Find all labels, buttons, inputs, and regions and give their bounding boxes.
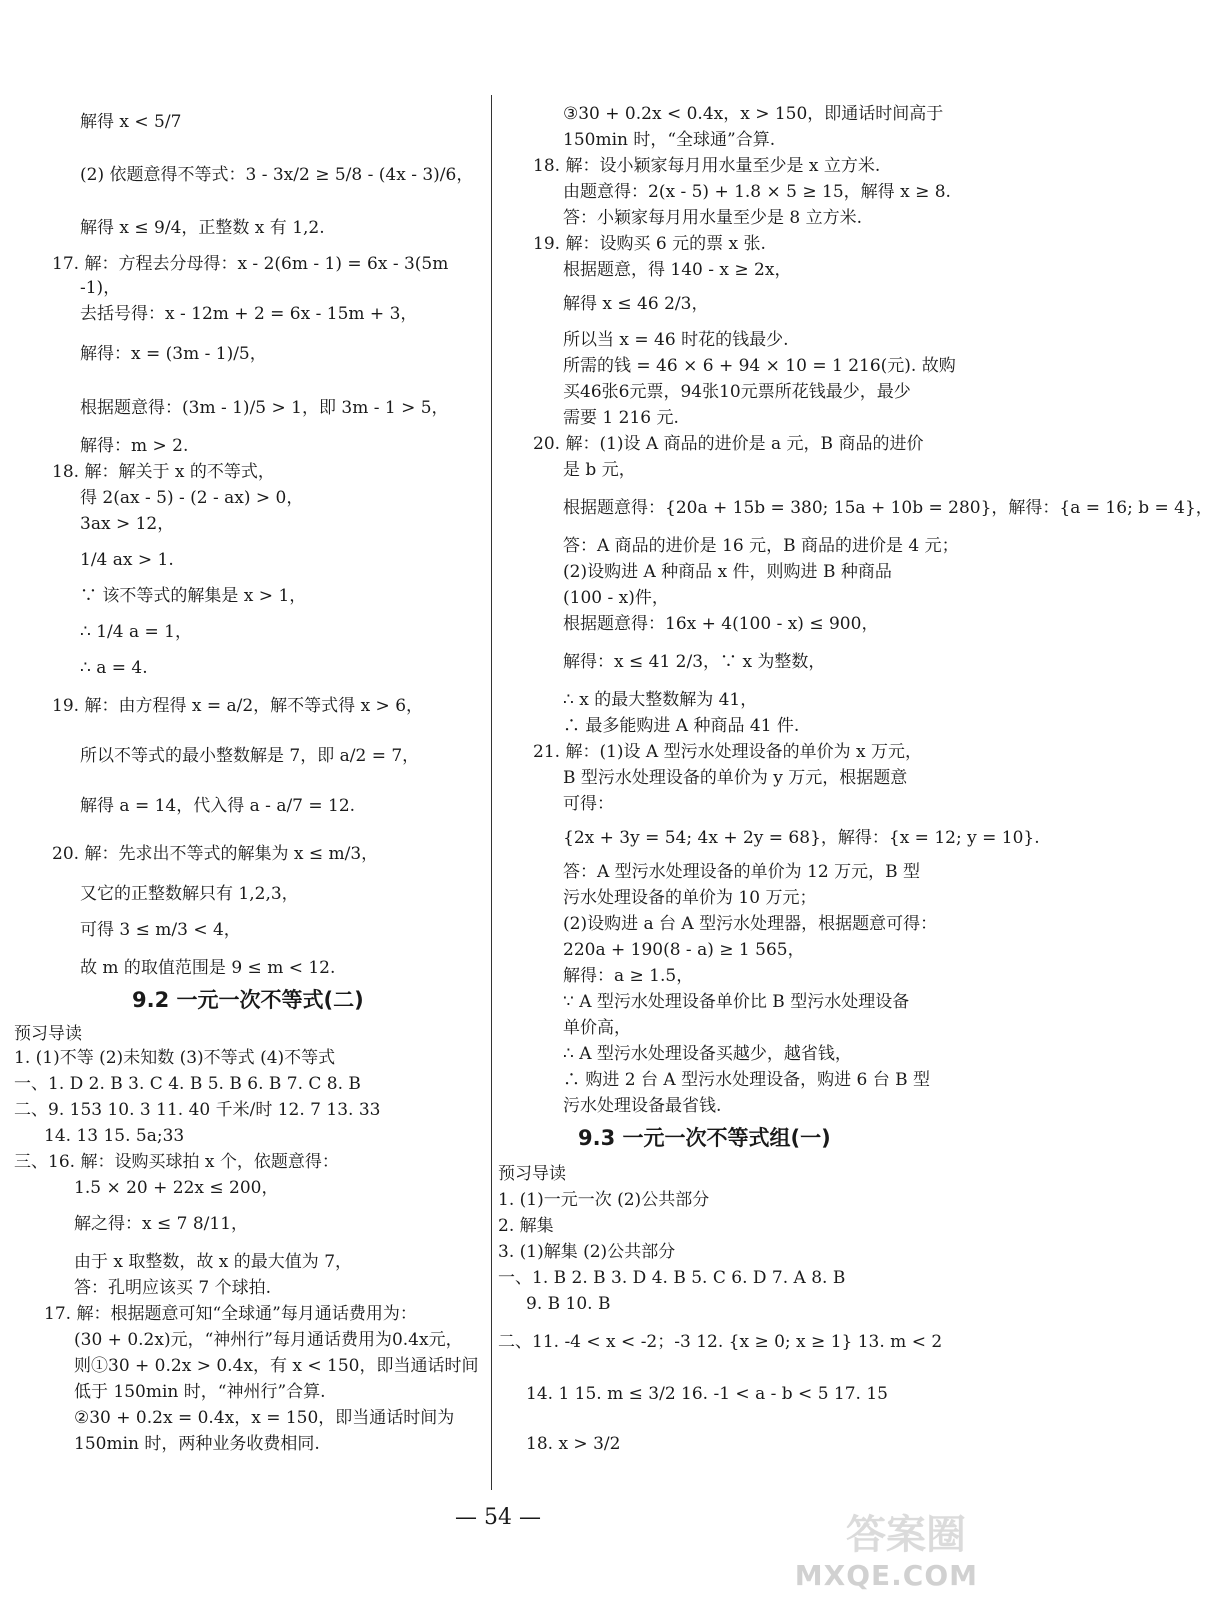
- column-divider: [491, 95, 492, 1490]
- text-line: 解得 x < 5/7: [80, 112, 182, 132]
- text-line: ∵ A 型污水处理设备单价比 B 型污水处理设备: [563, 992, 910, 1012]
- text-line: 20. 解：先求出不等式的解集为 x ≤ m/3，: [52, 844, 379, 864]
- watermark-logo: 答案圈: [846, 1512, 966, 1558]
- text-line: 故 m 的取值范围是 9 ≤ m < 12.: [80, 958, 336, 978]
- text-line: 14. 1 15. m ≤ 3/2 16. -1 < a - b < 5 17. 15: [526, 1384, 888, 1404]
- text-line: 解得：m > 2.: [80, 436, 189, 456]
- text-line: 1.5 × 20 + 22x ≤ 200，: [74, 1178, 279, 1198]
- text-line: 1/4 ax > 1.: [80, 550, 174, 570]
- section-heading-9-3: 9.3 一元一次不等式组(一): [578, 1126, 831, 1150]
- text-line: 一、1. D 2. B 3. C 4. B 5. B 6. B 7. C 8. B: [14, 1074, 361, 1094]
- text-line: 220a + 190(8 - a) ≥ 1 565，: [563, 940, 805, 960]
- text-line: 去括号得：x - 12m + 2 = 6x - 15m + 3，: [80, 304, 418, 324]
- text-line: (100 - x)件，: [563, 588, 669, 608]
- text-line: 18. x > 3/2: [526, 1434, 621, 1454]
- text-line: ∴ 1/4 a = 1，: [80, 622, 192, 642]
- page-number: — 54 —: [455, 1505, 541, 1530]
- text-line: 答：小颖家每月用水量至少是 8 立方米.: [563, 208, 863, 228]
- text-line: 1. (1)一元一次 (2)公共部分: [498, 1190, 710, 1210]
- text-line: 解得：x ≤ 41 2/3，∵ x 为整数，: [563, 652, 826, 672]
- text-line: 答：A 商品的进价是 16 元，B 商品的进价是 4 元；: [563, 536, 959, 556]
- text-line: 预习导读: [14, 1024, 82, 1044]
- text-line: 150min 时，两种业务收费相同.: [74, 1434, 320, 1454]
- text-line: 单价高，: [563, 1018, 631, 1038]
- text-line: ∴ a = 4.: [80, 658, 148, 678]
- text-line: 17. 解：根据题意可知“全球通”每月通话费用为：: [44, 1304, 417, 1324]
- text-line: 根据题意得：(3m - 1)/5 > 1，即 3m - 1 > 5，: [80, 398, 449, 418]
- text-line: 解得 a = 14，代入得 a - a/7 = 12.: [80, 796, 356, 816]
- text-line: 18. 解：解关于 x 的不等式，: [52, 462, 275, 482]
- text-line: 根据题意得：{20a + 15b = 380; 15a + 10b = 280}，解得：{a = 16; b = 4}，: [563, 498, 1213, 518]
- text-line: -1)，: [80, 278, 121, 298]
- text-line: 则①30 + 0.2x > 0.4x，有 x < 150，即当通话时间: [74, 1356, 479, 1376]
- text-line: 9. B 10. B: [526, 1294, 611, 1314]
- watermark: [794, 1512, 978, 1592]
- text-line: 可得：: [563, 794, 614, 814]
- text-line: (2) 依题意得不等式：3 - 3x/2 ≥ 5/8 - (4x - 3)/6，: [80, 165, 474, 185]
- text-line: ∴ x 的最大整数解为 41，: [563, 690, 758, 710]
- text-line: 一、1. B 2. B 3. D 4. B 5. C 6. D 7. A 8. B: [498, 1268, 846, 1288]
- text-line: (2)设购进 A 种商品 x 件，则购进 B 种商品: [563, 562, 892, 582]
- text-line: 20. 解：(1)设 A 商品的进价是 a 元，B 商品的进价: [533, 434, 924, 454]
- text-line: 3. (1)解集 (2)公共部分: [498, 1242, 676, 1262]
- text-line: ∴ A 型污水处理设备买越少，越省钱，: [563, 1044, 852, 1064]
- text-line: 二、11. -4 < x < -2；-3 12. {x ≥ 0; x ≥ 1} 13. m < 2: [498, 1332, 943, 1352]
- text-line: 解得 x ≤ 46 2/3，: [563, 294, 709, 314]
- text-line: ∴ 购进 2 台 A 型污水处理设备，购进 6 台 B 型: [563, 1070, 931, 1090]
- text-line: 污水处理设备的单价为 10 万元；: [563, 888, 817, 908]
- text-line: 预习导读: [498, 1164, 566, 1184]
- text-line: ③30 + 0.2x < 0.4x，x > 150，即通话时间高于: [563, 104, 944, 124]
- text-line: 150min 时，“全球通”合算.: [563, 130, 776, 150]
- text-line: 所以不等式的最小整数解是 7，即 a/2 = 7，: [80, 746, 420, 766]
- text-line: 解得 x ≤ 9/4，正整数 x 有 1,2.: [80, 218, 325, 238]
- text-line: B 型污水处理设备的单价为 y 万元，根据题意: [563, 768, 908, 788]
- text-line: 答：A 型污水处理设备的单价为 12 万元，B 型: [563, 862, 921, 882]
- text-line: 18. 解：设小颖家每月用水量至少是 x 立方米.: [533, 156, 881, 176]
- text-line: 14. 13 15. 5a;33: [44, 1126, 185, 1146]
- section-heading-9-2: 9.2 一元一次不等式(二): [132, 988, 364, 1012]
- text-line: 解得：a ≥ 1.5，: [563, 966, 694, 986]
- text-line: ②30 + 0.2x = 0.4x，x = 150，即当通话时间为: [74, 1408, 455, 1428]
- text-line: 2. 解集: [498, 1216, 554, 1236]
- text-line: 根据题意得：16x + 4(100 - x) ≤ 900，: [563, 614, 879, 634]
- text-line: 需要 1 216 元.: [563, 408, 679, 428]
- text-line: 17. 解：方程去分母得：x - 2(6m - 1) = 6x - 3(5m: [52, 254, 449, 274]
- text-line: 又它的正整数解只有 1,2,3，: [80, 884, 299, 904]
- text-line: 得 2(ax - 5) - (2 - ax) > 0，: [80, 488, 304, 508]
- text-line: 可得 3 ≤ m/3 < 4，: [80, 920, 241, 940]
- text-line: 3ax > 12，: [80, 514, 175, 534]
- watermark-site: MXQE.COM: [794, 1559, 978, 1592]
- text-line: 三、16. 解：设购买球拍 x 个，依题意得：: [14, 1152, 339, 1172]
- text-line: 根据题意，得 140 - x ≥ 2x，: [563, 260, 792, 280]
- text-line: {2x + 3y = 54; 4x + 2y = 68}，解得：{x = 12; y = 10}.: [563, 828, 1040, 848]
- text-line: 21. 解：(1)设 A 型污水处理设备的单价为 x 万元，: [533, 742, 922, 762]
- text-line: 是 b 元，: [563, 460, 636, 480]
- text-line: 所以当 x = 46 时花的钱最少.: [563, 330, 789, 350]
- text-line: 二、9. 153 10. 3 11. 40 千米/时 12. 7 13. 33: [14, 1100, 381, 1120]
- text-line: 19. 解：由方程得 x = a/2，解不等式得 x > 6，: [52, 696, 424, 716]
- text-line: 答：孔明应该买 7 个球拍.: [74, 1278, 272, 1298]
- text-line: 低于 150min 时，“神州行”合算.: [74, 1382, 326, 1402]
- text-line: 1. (1)不等 (2)未知数 (3)不等式 (4)不等式: [14, 1048, 336, 1068]
- text-line: (2)设购进 a 台 A 型污水处理器，根据题意可得：: [563, 914, 938, 934]
- text-line: (30 + 0.2x)元，“神州行”每月通话费用为0.4x元，: [74, 1330, 463, 1350]
- text-line: 由于 x 取整数，故 x 的最大值为 7，: [74, 1252, 353, 1272]
- text-line: ∴ 最多能购进 A 种商品 41 件.: [563, 716, 800, 736]
- text-line: 所需的钱 = 46 × 6 + 94 × 10 = 1 216(元). 故购: [563, 356, 956, 376]
- text-line: 解之得：x ≤ 7 8/11，: [74, 1214, 249, 1234]
- text-line: 解得：x = (3m - 1)/5，: [80, 344, 267, 364]
- text-line: 由题意得：2(x - 5) + 1.8 × 5 ≥ 15，解得 x ≥ 8.: [563, 182, 951, 202]
- text-line: ∵ 该不等式的解集是 x > 1，: [80, 586, 307, 606]
- text-line: 买46张6元票，94张10元票所花钱最少，最少: [563, 382, 911, 402]
- text-line: 19. 解：设购买 6 元的票 x 张.: [533, 234, 766, 254]
- text-line: 污水处理设备最省钱.: [563, 1096, 722, 1116]
